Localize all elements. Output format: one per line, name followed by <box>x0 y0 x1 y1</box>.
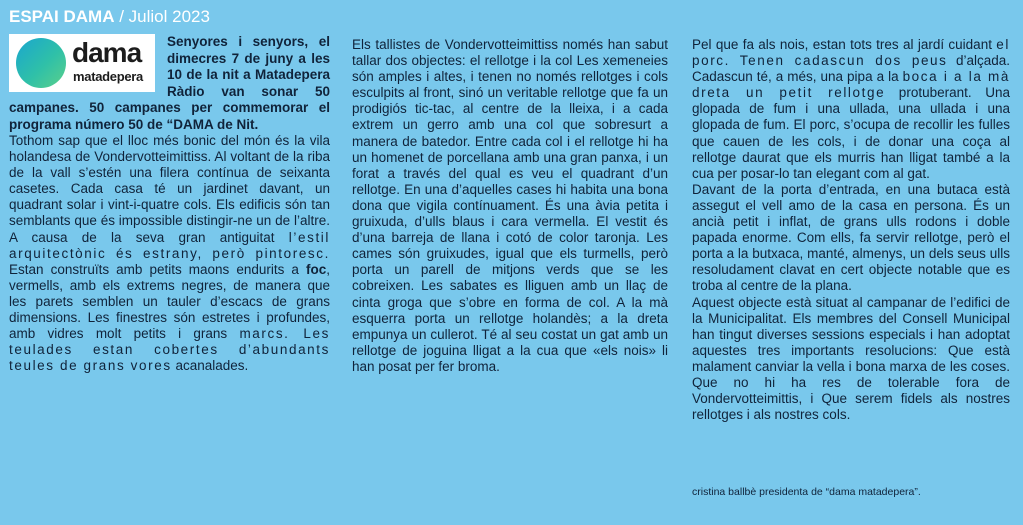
section-title: ESPAI DAMA <box>9 7 115 26</box>
logo-subtitle: matadepera <box>73 69 143 84</box>
logo-circle-icon <box>16 38 66 88</box>
article-paragraph-5: Aquest objecte està situat al campanar de l’edifici de la Municipalitat. Els membres del Consell Municipal han tingut diverses sessions especials i han adoptat aquestes tres importants resolucions: Que està malament canviar la vella i bona marxa de les coses. Que no hi ha res de tolerable fora de Vondervotteimittis, i Que serem fidels als nostres rellotges i als nostres cols. <box>692 294 1010 423</box>
column-2 <box>352 37 668 375</box>
article-paragraph-4: Davant de la porta d’entrada, en una butaca està assegut el vell amo de la casa en persona. És un ancià petit i inflat, de grans ulls rodons i doble papada enorme. Com ells, fa servir rellotge, però el porta a la butxaca, manté, almenys, un dels seus ulls resoludament clavat en cert objecte notable que es troba al centre de la plana. <box>692 181 1010 294</box>
header <box>9 7 210 27</box>
dama-logo <box>9 34 155 92</box>
header-separator: / <box>114 7 129 26</box>
intro-paragraph: Senyores i senyors, el dimecres 7 de juny a les 10 de la nit a Matadepera Ràdio van sonar 50 campanes. 50 campanes per commemorar el programa número 50 de “DAMA de Nit. <box>9 34 330 132</box>
column-1 <box>9 34 330 374</box>
issue-date: Juliol 2023 <box>128 7 210 26</box>
column-3 <box>692 37 1010 423</box>
signature: cristina ballbè presidenta de “dama matadepera”. <box>692 486 921 498</box>
bold-word: foc <box>305 261 327 277</box>
logo-word: dama <box>72 37 142 68</box>
article-paragraph-1: Tothom sap que el lloc més bonic del món és la vila holandesa de Vondervotteimittiss. Al voltant de la riba de la vall s’estén una filera contínua de seixanta casetes. Cada casa té un jardinet davant, un quadrant solar i vint-i-quatre cols. Els edificis són tan semblants que és impossible distingir-ne un de l’altre. A causa de la seva gran antiguitat l’estil arquitectònic és estrany, però pintoresc. Estan construïts amb petits maons endurits a foc, vermells, amb els extrems negres, de manera que les parets semblen un tauler d’escacs de grans dimensions. Les finestres són estretes i profundes, amb vidres molt petits i grans marcs. Les teulades estan cobertes d’abundants teules de grans vores acanalades. <box>9 133 330 374</box>
article-paragraph-2: Els tallistes de Vondervotteimittiss només han sabut tallar dos objectes: el rellotge i la col Les xemeneies són amples i altes, i tenen no només rellotges i cols esculpits al front, sinó un veritable rellotge que fa un prodigiós tic-tac, al centre de la lleixa, i a cada extrem un gerro amb una col que sobresurt a manera de batedor. Entre cada col i el rellotge hi ha un homenet de porcellana amb una gran panxa, i un forat a través del qual es veu el quadrant d’un rellotge. En una d’aquelles cases hi habita una bona dona que vigila contínuament. És una àvia petita i gruixuda, d’ulls blaus i cara vermella. El vestit és d’una barreja de llana i cotó de color taronja. Les cames són gruixudes, igual que els turmells, però porta un parell de mitjons verds que se les cobreixen. Les sabates es lliguen amb un llaç de cinta groga que s’obre en forma de col. A la mà esquerra porta un rellotge holandès; a la dreta empunya un cullerot. Té al seu costat un gat amb un rellotge de joguina lligat a la cua que «els nois» li han posat per fer broma. <box>352 37 668 374</box>
article-paragraph-3: Pel que fa als nois, estan tots tres al jardí cuidant el porc. Tenen cadascun dos peus d’alçada. Cadascun té, a més, una pipa a la boca i a la mà dreta un petit rellotge protuberant. Una glopada de fum i una ullada, una ullada i una glopada de fum. El porc, s’ocupa de recollir les fulles que cauen de les cols, i de donar una coça al rellotge daurat que els murris han lligat també a la cua per posar-lo tan elegant com al gat. <box>692 37 1010 181</box>
